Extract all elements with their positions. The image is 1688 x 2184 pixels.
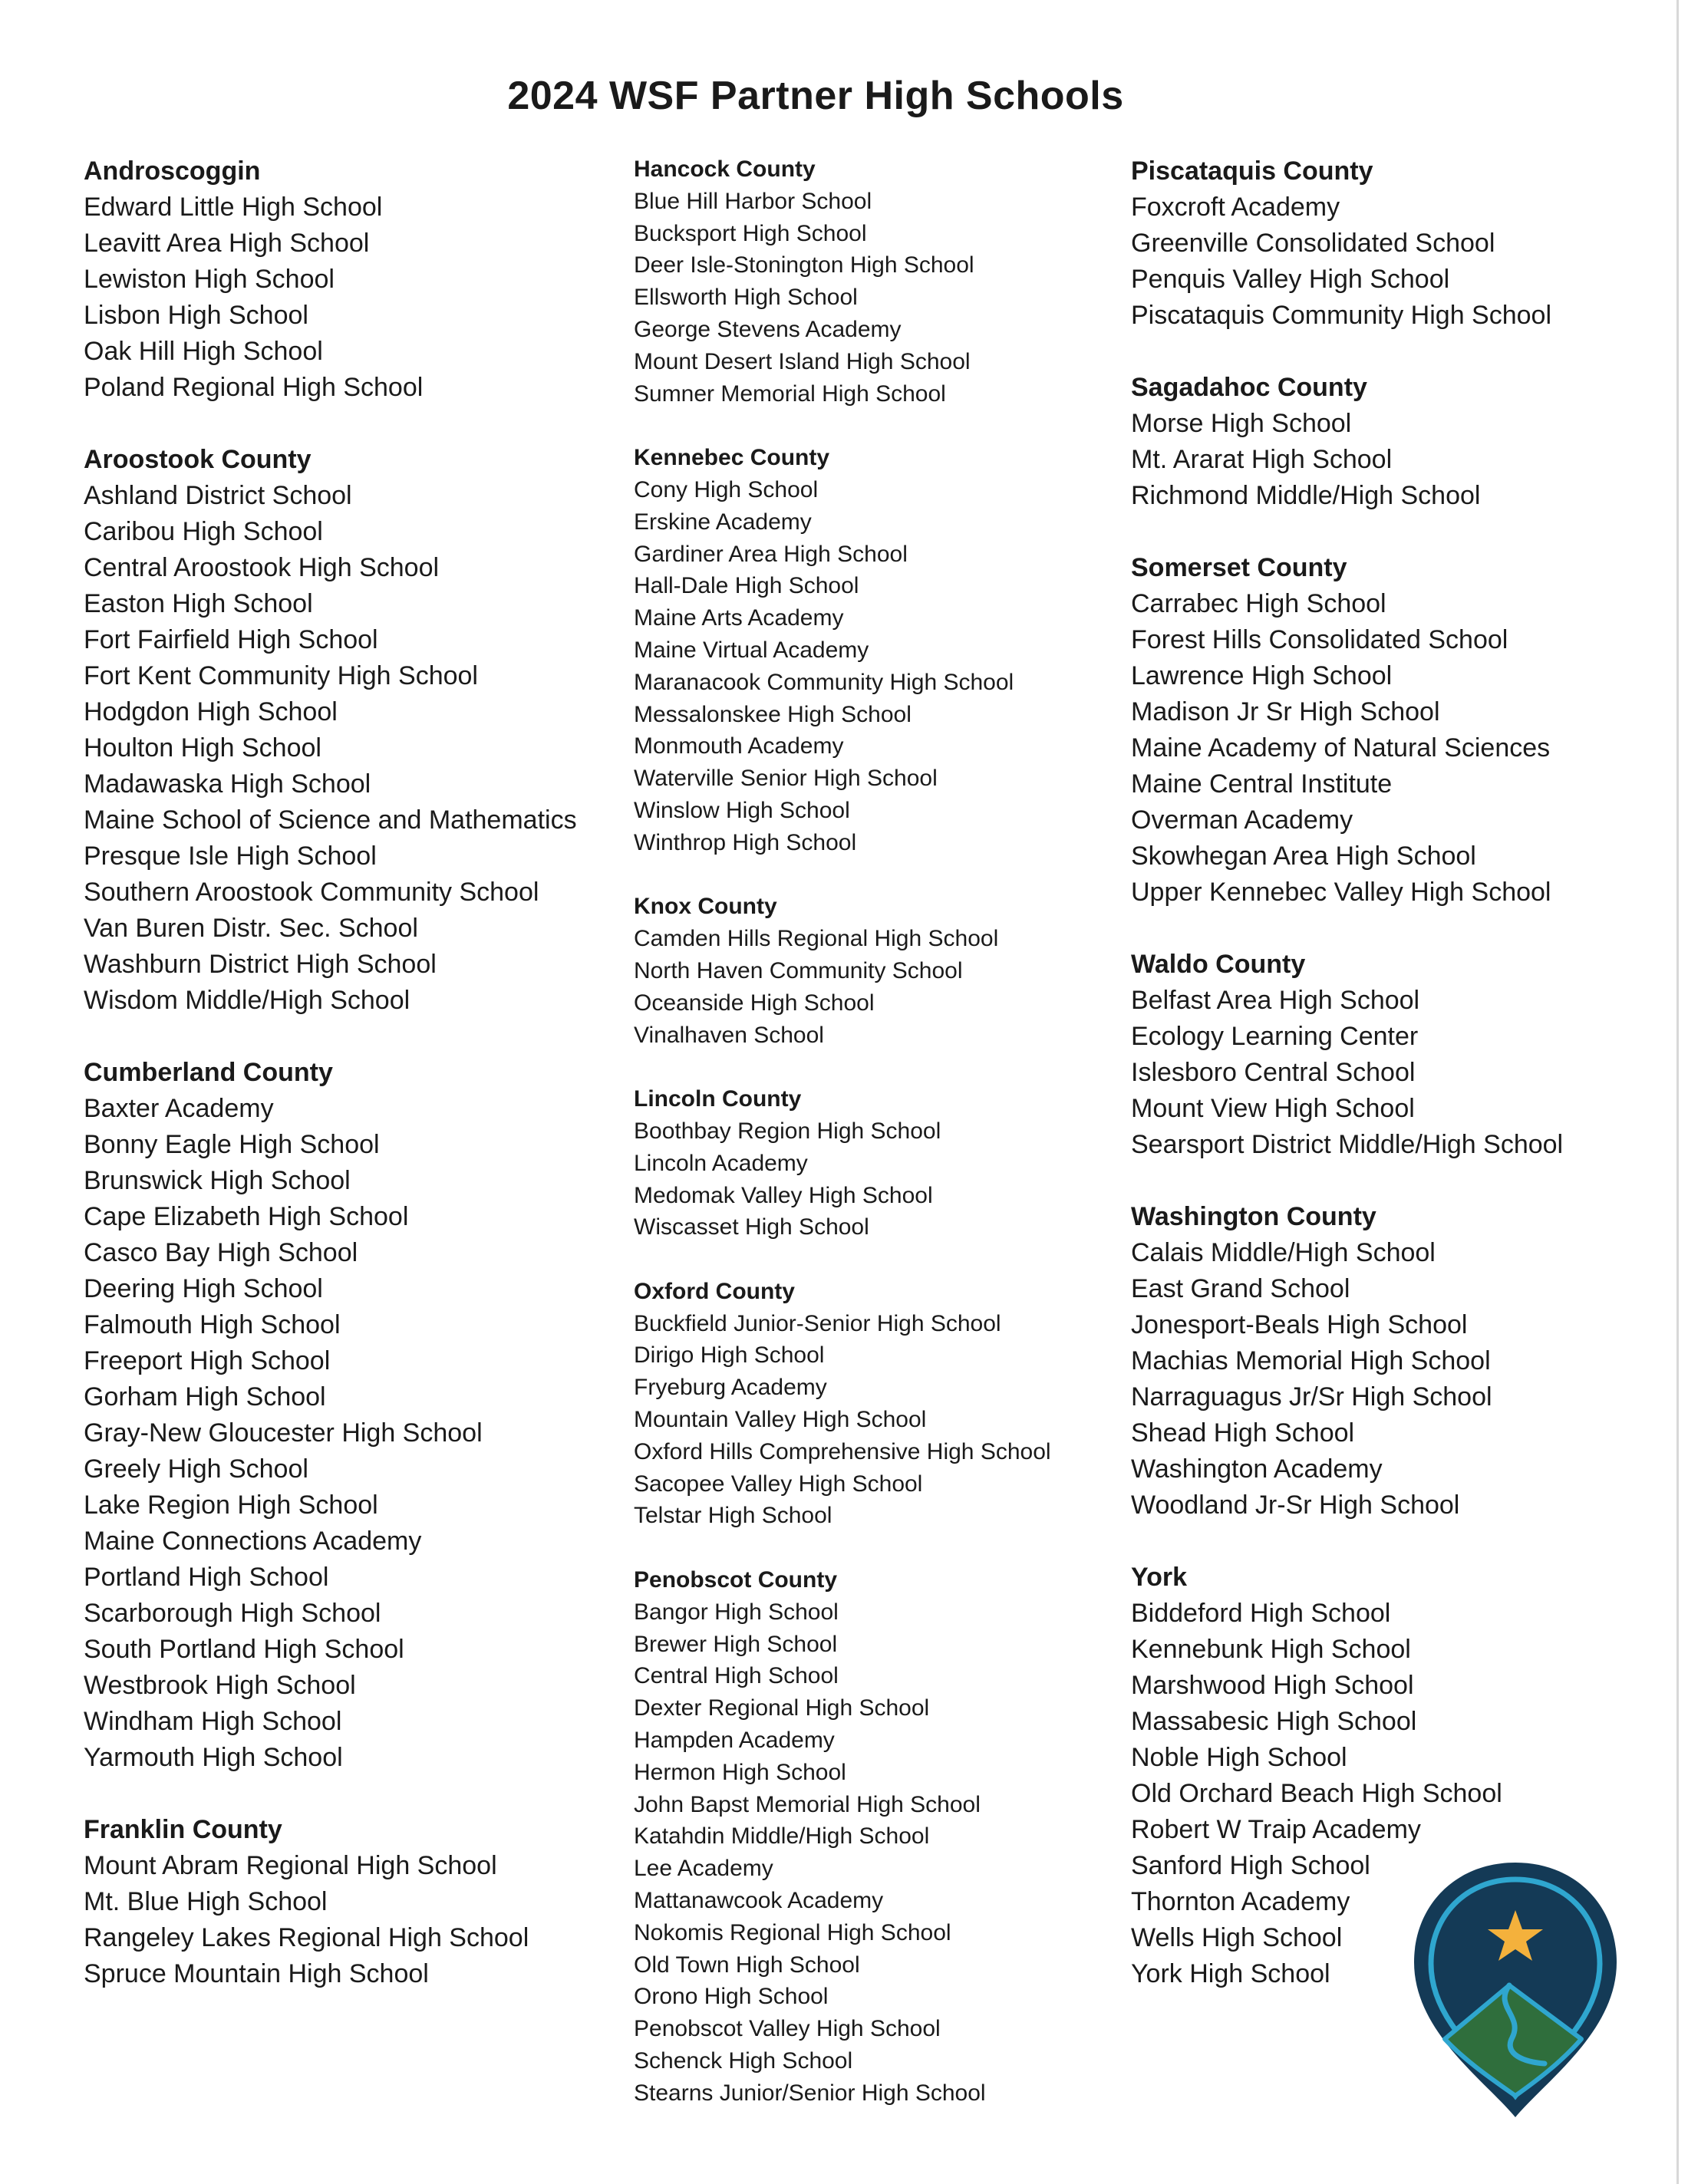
school-item: Westbrook High School [84,1671,356,1700]
school-item: Casco Bay High School [84,1238,358,1267]
school-item: Maine School of Science and Mathematics [84,805,577,835]
school-item: Kennebunk High School [1131,1635,1411,1664]
school-item: Scarborough High School [84,1599,381,1628]
school-item: Katahdin Middle/High School [634,1823,930,1850]
county-heading: Washington County [1131,1202,1376,1231]
school-item: Boothbay Region High School [634,1118,941,1144]
school-item: Madawaska High School [84,769,371,799]
school-item: Oxford Hills Comprehensive High School [634,1438,1051,1464]
school-item: Old Town High School [634,1952,860,1978]
school-item: Cape Elizabeth High School [84,1202,409,1231]
school-item: Biddeford High School [1131,1599,1391,1628]
school-item: Morse High School [1131,409,1352,438]
school-item: Gorham High School [84,1382,326,1412]
school-item: North Haven Community School [634,957,963,983]
school-item: Mountain Valley High School [634,1407,927,1433]
county-section-hancock-county [634,153,1051,410]
school-item: Greenville Consolidated School [1131,229,1495,258]
school-item: Woodland Jr-Sr High School [1131,1491,1460,1520]
school-item: Houlton High School [84,733,321,763]
school-item: Deer Isle-Stonington High School [634,252,974,278]
school-item: Wisdom Middle/High School [84,986,410,1015]
school-item: Lawrence High School [1131,661,1393,690]
school-item: Schenck High School [634,2048,853,2074]
school-item: Caribou High School [84,517,323,546]
school-item: Rangeley Lakes Regional High School [84,1923,529,1952]
county-heading: Somerset County [1131,553,1347,582]
school-item: Mount Abram Regional High School [84,1851,497,1880]
school-item: Massabesic High School [1131,1707,1417,1736]
school-item: Foxcroft Academy [1131,193,1340,222]
school-item: Ellsworth High School [634,285,858,311]
school-item: Overman Academy [1131,805,1353,835]
school-item: Mattanawcook Academy [634,1888,884,1914]
county-heading: Franklin County [84,1815,282,1844]
school-item: Leavitt Area High School [84,229,370,258]
school-item: Hermon High School [634,1759,846,1785]
school-item: Maranacook Community High School [634,669,1014,695]
school-item: York High School [1131,1959,1330,1988]
county-section-washington-county [1131,1199,1563,1524]
school-item: Oak Hill High School [84,337,323,366]
school-item: Hampden Academy [634,1728,835,1754]
school-item: Lincoln Academy [634,1150,808,1176]
school-item: Windham High School [84,1707,342,1736]
school-item: Fort Fairfield High School [84,625,378,654]
school-item: Gardiner Area High School [634,541,908,567]
school-item: Dirigo High School [634,1342,825,1369]
county-section-sagadahoc-county [1131,370,1563,514]
school-item: Bonny Eagle High School [84,1130,380,1159]
school-item: South Portland High School [84,1635,404,1664]
county-section-knox-county [634,891,1051,1051]
school-item: Carrabec High School [1131,589,1386,618]
school-item: Easton High School [84,589,313,618]
school-item: Edward Little High School [84,193,383,222]
school-item: Sacopee Valley High School [634,1471,923,1497]
school-item: Ecology Learning Center [1131,1022,1419,1051]
school-item: Forest Hills Consolidated School [1131,625,1508,654]
school-item: Marshwood High School [1131,1671,1414,1700]
school-item: Bangor High School [634,1599,839,1625]
school-item: Nokomis Regional High School [634,1919,951,1945]
county-section-waldo-county [1131,947,1563,1163]
school-item: Greely High School [84,1454,308,1484]
school-item: Noble High School [1131,1743,1347,1772]
school-item: Maine Central Institute [1131,769,1393,799]
school-item: Lake Region High School [84,1491,378,1520]
school-item: Maine Virtual Academy [634,637,869,663]
county-heading: Aroostook County [84,445,312,474]
school-item: Washington Academy [1131,1454,1383,1484]
school-item: Upper Kennebec Valley High School [1131,878,1551,907]
school-item: Mount Desert Island High School [634,348,971,374]
school-item: Thornton Academy [1131,1887,1350,1916]
school-item: Gray-New Gloucester High School [84,1418,483,1448]
school-item: Jonesport-Beals High School [1131,1310,1468,1339]
school-item: Baxter Academy [84,1094,274,1123]
county-section-piscataquis-county [1131,153,1563,334]
column-3 [1131,153,1563,2028]
county-heading: Knox County [634,894,777,920]
school-item: Van Buren Distr. Sec. School [84,914,418,943]
school-item: Penquis Valley High School [1131,265,1450,294]
school-item: Freeport High School [84,1346,331,1375]
school-item: John Bapst Memorial High School [634,1791,981,1817]
school-item: Camden Hills Regional High School [634,926,999,952]
school-item: Penobscot Valley High School [634,2016,941,2042]
school-item: Dexter Regional High School [634,1695,930,1721]
county-heading: Piscataquis County [1131,156,1373,186]
county-heading: Sagadahoc County [1131,373,1367,402]
school-item: Narraguagus Jr/Sr High School [1131,1382,1492,1412]
school-item: Lewiston High School [84,265,335,294]
school-item: Messalonskee High School [634,701,912,727]
school-item: East Grand School [1131,1274,1350,1303]
school-item: Presque Isle High School [84,842,377,871]
school-item: Wells High School [1131,1923,1343,1952]
school-item: Central Aroostook High School [84,553,440,582]
school-item: Vinalhaven School [634,1022,824,1048]
school-item: Mount View High School [1131,1094,1415,1123]
page-edge [1676,0,1679,2184]
school-item: Hodgdon High School [84,697,338,726]
county-heading: Cumberland County [84,1058,333,1087]
school-item: Sanford High School [1131,1851,1370,1880]
school-item: Winslow High School [634,797,850,823]
school-item: Monmouth Academy [634,733,844,759]
school-item: Yarmouth High School [84,1743,343,1772]
school-item: Brewer High School [634,1631,838,1657]
school-item: Old Orchard Beach High School [1131,1779,1502,1808]
school-item: Stearns Junior/Senior High School [634,2080,986,2106]
school-item: Central High School [634,1663,839,1689]
county-section-somerset-county [1131,550,1563,911]
school-item: Machias Memorial High School [1131,1346,1491,1375]
school-item: Falmouth High School [84,1310,341,1339]
school-item: Portland High School [84,1563,329,1592]
school-item: Searsport District Middle/High School [1131,1130,1564,1159]
county-section-franklin-county [84,1812,577,1992]
school-item: Madison Jr Sr High School [1131,697,1440,726]
school-item: Spruce Mountain High School [84,1959,429,1988]
school-item: Lisbon High School [84,301,308,330]
county-heading: Hancock County [634,156,816,182]
county-section-lincoln-county [634,1083,1051,1244]
page-title: 2024 WSF Partner High Schools [507,74,1124,118]
county-section-oxford-county [634,1276,1051,1532]
school-item: Mt. Ararat High School [1131,445,1393,474]
school-item: Bucksport High School [634,220,867,246]
school-item: Southern Aroostook Community School [84,878,539,907]
school-item: Maine Connections Academy [84,1527,422,1556]
school-item: Washburn District High School [84,950,437,979]
school-item: George Stevens Academy [634,316,902,342]
county-heading: Penobscot County [634,1567,838,1593]
school-item: Waterville Senior High School [634,766,938,792]
school-item: Islesboro Central School [1131,1058,1416,1087]
school-item: Deering High School [84,1274,323,1303]
school-item: Erskine Academy [634,509,812,535]
school-item: Blue Hill Harbor School [634,188,872,214]
school-item: Maine Academy of Natural Sciences [1131,733,1551,763]
county-heading: York [1131,1563,1188,1592]
school-item: Buckfield Junior-Senior High School [634,1310,1001,1336]
school-item: Maine Arts Academy [634,605,844,631]
county-heading: Kennebec County [634,445,830,471]
school-item: Robert W Traip Academy [1131,1815,1421,1844]
school-item: Winthrop High School [634,829,857,855]
county-heading: Lincoln County [634,1086,802,1112]
school-item: Calais Middle/High School [1131,1238,1436,1267]
school-item: Sumner Memorial High School [634,380,946,407]
county-section-cumberland-county [84,1055,577,1776]
school-item: Telstar High School [634,1503,832,1529]
school-item: Wiscasset High School [634,1214,869,1240]
school-item: Lee Academy [634,1856,773,1882]
school-item: Medomak Valley High School [634,1182,933,1208]
county-section-aroostook-county [84,442,577,1019]
school-item: Poland Regional High School [84,373,424,402]
county-heading: Androscoggin [84,156,261,186]
column-2 [634,153,1051,2141]
county-heading: Oxford County [634,1278,795,1304]
county-section-penobscot-county [634,1564,1051,2110]
column-1 [84,153,577,2028]
school-item: Belfast Area High School [1131,986,1420,1015]
school-item: Richmond Middle/High School [1131,481,1481,510]
school-item: Mt. Blue High School [84,1887,328,1916]
school-item: Oceanside High School [634,990,875,1016]
school-item: Fryeburg Academy [634,1375,827,1401]
school-item: Fort Kent Community High School [84,661,478,690]
school-item: Ashland District School [84,481,352,510]
county-section-androscoggin [84,153,577,406]
school-item: Piscataquis Community High School [1131,301,1552,330]
school-item: Skowhegan Area High School [1131,842,1476,871]
school-item: Orono High School [634,1984,829,2010]
school-item: Shead High School [1131,1418,1355,1448]
county-section-kennebec-county [634,442,1051,858]
school-item: Cony High School [634,476,819,502]
county-heading: Waldo County [1131,950,1306,979]
wsf-logo-pin-icon [1408,1856,1623,2125]
school-item: Hall-Dale High School [634,573,859,599]
school-item: Brunswick High School [84,1166,351,1195]
